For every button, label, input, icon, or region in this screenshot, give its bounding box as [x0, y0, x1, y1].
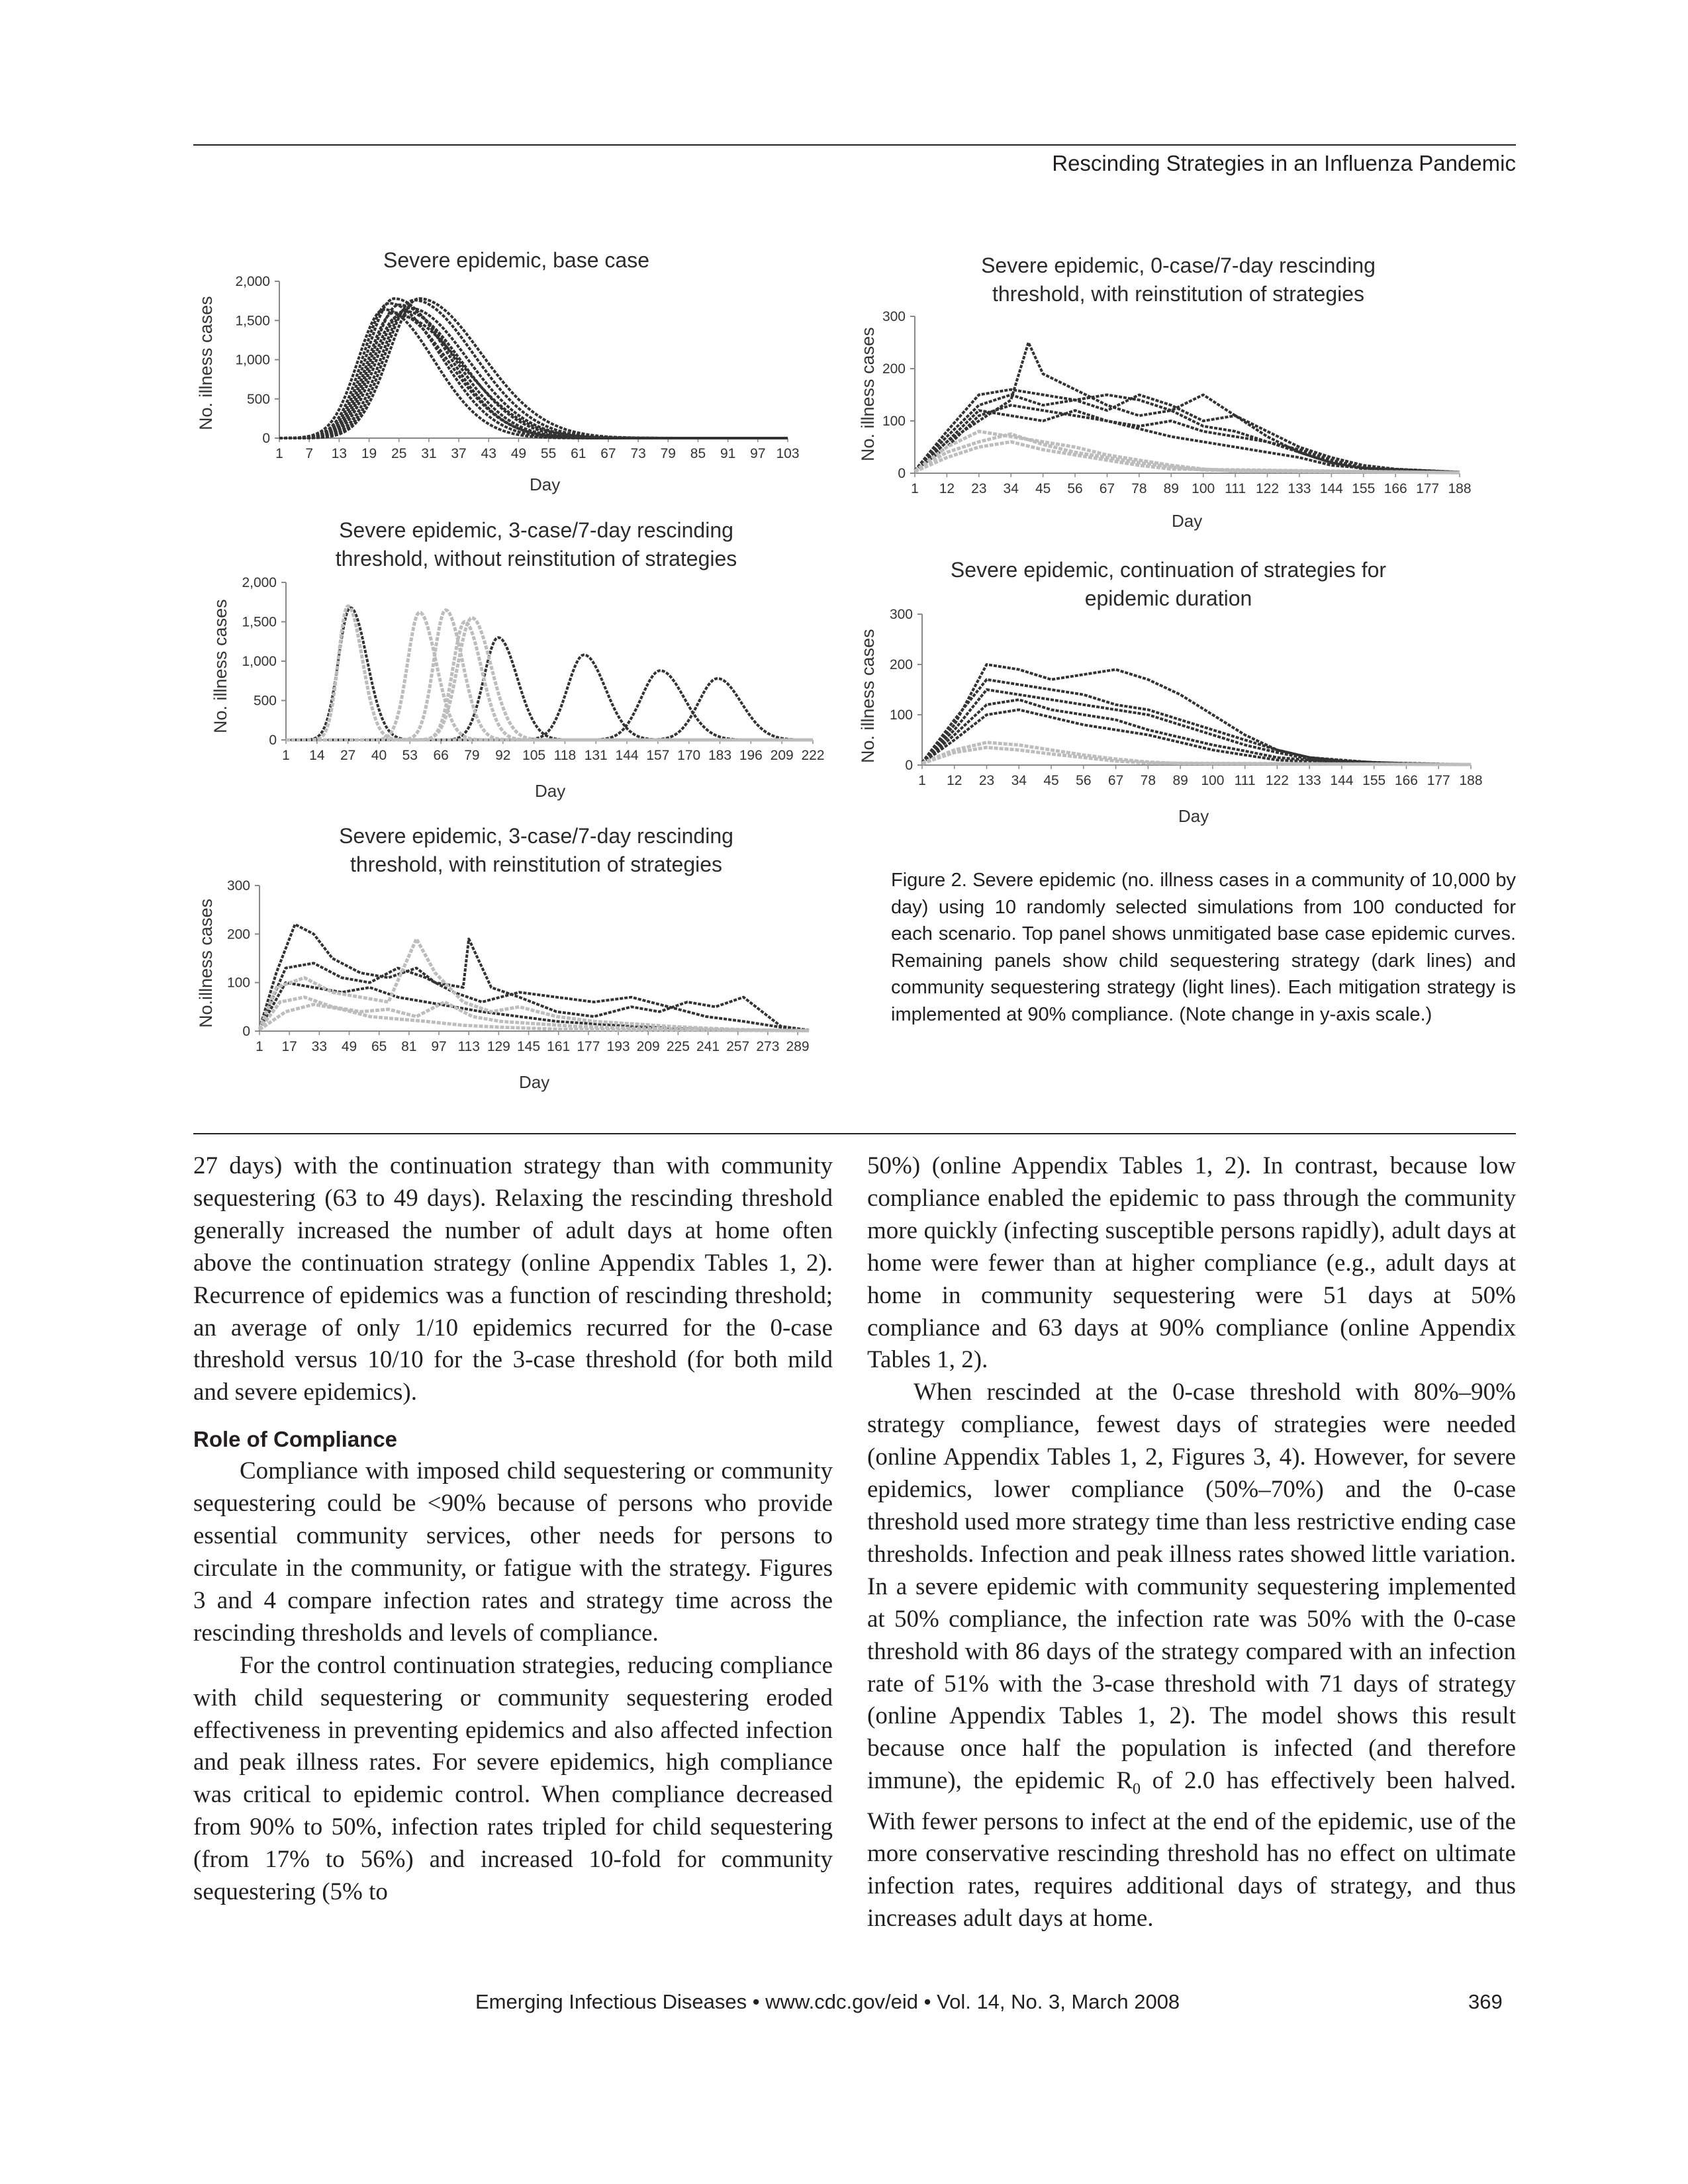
p4-ytick-label: 100: [889, 707, 913, 723]
panel-5-xlabel: Day: [519, 1072, 550, 1092]
p2-xtick-label: 122: [1256, 481, 1280, 496]
p5-xtick-label: 273: [756, 1039, 780, 1054]
p2-xtick-label: 89: [1163, 481, 1179, 496]
p5-xtick-label: 1: [256, 1039, 263, 1054]
p2-ytick-label: 300: [882, 309, 906, 324]
p3-xtick-label: 196: [739, 748, 763, 763]
footer-journal: Emerging Infectious Diseases • www.cdc.gov/eid • Vol. 14, No. 3, March 2008: [475, 1990, 1180, 2013]
p3-xtick-label: 40: [371, 748, 387, 763]
p4-xtick-label: 111: [1234, 773, 1256, 788]
section-heading: Role of Compliance: [193, 1427, 398, 1452]
p2-xtick-label: 56: [1067, 481, 1083, 496]
p2-xtick-label: 12: [939, 481, 955, 496]
left-column: [193, 1150, 833, 1909]
p2-ytick-label: 200: [882, 361, 906, 377]
p1-xtick-label: 19: [361, 446, 377, 461]
p1-xtick-label: 79: [660, 446, 676, 461]
p2-xtick-label: 133: [1288, 481, 1311, 496]
p4-ytick-label: 300: [889, 607, 913, 622]
p5-xtick-label: 65: [371, 1039, 387, 1054]
p1-ytick-label: 1,000: [235, 352, 270, 368]
p3-ytick-label: 1,000: [242, 654, 277, 669]
p1-xtick-label: 37: [451, 446, 467, 461]
p4-ytick-label: 0: [905, 758, 913, 773]
panel-1-xlabel: Day: [530, 475, 561, 494]
p3-xtick-label: 79: [464, 748, 480, 763]
p2-xtick-label: 67: [1099, 481, 1115, 496]
p2-xtick-label: 78: [1131, 481, 1147, 496]
panel-4-xlabel: Day: [1178, 806, 1209, 826]
p4-xtick-label: 155: [1362, 773, 1386, 788]
p5-ytick-label: 100: [226, 975, 250, 991]
p5-xtick-label: 193: [606, 1039, 630, 1054]
p2-xtick-label: 166: [1383, 481, 1407, 496]
p1-xtick-label: 73: [630, 446, 646, 461]
p1-xtick-label: 25: [391, 446, 407, 461]
p2-ytick-label: 0: [898, 466, 906, 481]
p1-xtick-label: 1: [275, 446, 283, 461]
p4-xtick-label: 1: [918, 773, 926, 788]
p1-xtick-label: 85: [690, 446, 706, 461]
p3-xtick-label: 118: [553, 748, 577, 763]
panel-4-ylabel: No. illness cases: [858, 629, 878, 763]
p4-xtick-label: 100: [1201, 773, 1225, 788]
panel-3-xlabel: Day: [535, 781, 566, 801]
p4-xtick-label: 45: [1043, 773, 1059, 788]
p4-xtick-label: 122: [1265, 773, 1289, 788]
p1-ytick-label: 500: [246, 391, 270, 407]
p2-xtick-label: 45: [1035, 481, 1051, 496]
panel-2-xlabel: Day: [1172, 511, 1203, 531]
p1-xtick-label: 49: [510, 446, 527, 461]
panel-3-title: Severe epidemic, 3-case/7-day rescinding threshold, without reinstitution of strategies: [335, 518, 737, 570]
p3-ytick-label: 2,000: [242, 575, 277, 590]
p4-xtick-label: 23: [978, 773, 995, 788]
right-paragraph-2-text: When rescinded at the 0-case threshold with 80%–90% strategy compliance, fewest days of strategies were needed (online Appendix Tables 1, 2, Figures 3, 4). However, for severe epidemics, lower compliance (50%–70%) and the 0-case threshold used more strategy time than less restrictive ending case thresholds. Infection and peak illness rates showed little variation. In a severe epidemic with community sequestering implemented at 50% compliance, the infection rate was 50% with the 0-case threshold with 86 days of the strategy compared with an infection rate of 51% with the 3-case threshold with 71 days of strategy (online Appendix Tables 1, 2). The model shows this result because once half the population is infected (and therefore immune), the epidemic R: [867, 1379, 1516, 1795]
p5-xtick-label: 161: [547, 1039, 571, 1054]
p2-xtick-label: 188: [1448, 481, 1472, 496]
p1-xtick-label: 55: [540, 446, 557, 461]
p3-ytick-label: 1,500: [242, 614, 277, 630]
p2-xtick-label: 100: [1192, 481, 1215, 496]
p3-xtick-label: 157: [646, 748, 670, 763]
p5-ytick-label: 200: [226, 927, 250, 942]
p3-xtick-label: 66: [433, 748, 449, 763]
panel-5-title: Severe epidemic, 3-case/7-day rescinding threshold, with reinstitution of strategies: [339, 824, 733, 876]
p5-xtick-label: 145: [517, 1039, 541, 1054]
p5-xtick-label: 129: [487, 1039, 510, 1054]
p1-xtick-label: 31: [421, 446, 437, 461]
p3-ytick-label: 500: [253, 693, 277, 709]
p3-xtick-label: 92: [495, 748, 511, 763]
p5-xtick-label: 81: [401, 1039, 417, 1054]
p1-xtick-label: 13: [331, 446, 348, 461]
p1-xtick-label: 67: [600, 446, 616, 461]
panel-4-title: Severe epidemic, continuation of strategies for epidemic duration: [950, 558, 1387, 610]
right-column: [867, 1150, 1516, 1935]
panel-2-title: Severe epidemic, 0-case/7-day rescinding threshold, with reinstitution of strategies: [981, 253, 1376, 306]
p2-xtick-label: 111: [1225, 481, 1246, 496]
figure-caption: Figure 2. Severe epidemic (no. illness cases in a community of 10,000 by day) using 10 randomly selected simulations from 100 conducted for each scenario. Top panel shows unmitigated base case epidemic curves. Remaining panels show child sequestering strategy (dark lines) and community sequestering strategy (light lines). Each mitigation strategy is implemented at 90% compliance. (Note change in y-axis scale.): [891, 870, 1516, 1025]
r0-subscript: 0: [1133, 1780, 1141, 1798]
p5-xtick-label: 257: [726, 1039, 750, 1054]
p4-xtick-label: 144: [1330, 773, 1354, 788]
p3-xtick-label: 1: [282, 748, 290, 763]
p5-series-line-4: [259, 939, 809, 1031]
left-paragraph-2: Compliance with imposed child sequestering or community sequestering could be <90% because of persons who provide essential community services, other needs for persons to circulate in the community, or fatigue with the strategy. Figures 3 and 4 compare infection rates and strategy time across the rescinding thresholds and levels of compliance.: [193, 1457, 833, 1647]
right-paragraph-1: 50%) (online Appendix Tables 1, 2). In contrast, because low compliance enabled the epidemic to pass through the community more quickly (infecting susceptible persons rapidly), adult days at home were fewer than at higher compliance (e.g., adult days at home in community sequestering were 51 days at 50% compliance and 63 days at 90% compliance (online Appendix Tables 1, 2).: [867, 1152, 1516, 1374]
p3-xtick-label: 53: [402, 748, 418, 763]
p5-ytick-label: 0: [242, 1024, 250, 1039]
p1-ytick-label: 2,000: [235, 274, 270, 289]
p3-ytick-label: 0: [269, 733, 277, 748]
p5-xtick-label: 289: [786, 1039, 810, 1054]
left-paragraph-3: For the control continuation strategies, reducing compliance with child sequestering or community sequestering eroded effectiveness in preventing epidemics and also affected infection and peak illness rates. For severe epidemics, high compliance was critical to epidemic control. When compliance decreased from 90% to 50%, infection rates tripled for child sequestering (from 17% to 56%) and increased 10-fold for community sequestering (5% to: [193, 1651, 833, 1906]
p1-ytick-label: 0: [262, 431, 270, 446]
p3-xtick-label: 27: [340, 748, 356, 763]
p3-xtick-label: 170: [677, 748, 701, 763]
panel-3-ylabel: No. illness cases: [211, 599, 230, 733]
p2-xtick-label: 1: [911, 481, 919, 496]
p5-xtick-label: 49: [341, 1039, 357, 1054]
p2-xtick-label: 34: [1003, 481, 1019, 496]
p1-ytick-label: 1,500: [235, 313, 270, 329]
p1-xtick-label: 91: [720, 446, 736, 461]
p1-xtick-label: 97: [750, 446, 766, 461]
p5-xtick-label: 33: [311, 1039, 328, 1054]
p3-xtick-label: 209: [770, 748, 794, 763]
panel-1-title: Severe epidemic, base case: [383, 248, 649, 272]
p3-xtick-label: 131: [584, 748, 608, 763]
p4-xtick-label: 67: [1107, 773, 1124, 788]
p5-series-line-2: [259, 963, 809, 1030]
p5-xtick-label: 113: [457, 1039, 480, 1054]
p1-xtick-label: 103: [776, 446, 800, 461]
p5-xtick-label: 209: [636, 1039, 660, 1054]
p1-xtick-label: 61: [571, 446, 586, 461]
figure-rule: [193, 1133, 1516, 1134]
p2-xtick-label: 144: [1319, 481, 1343, 496]
p2-xtick-label: 177: [1416, 481, 1440, 496]
right-paragraph-2: [867, 1377, 1516, 1935]
panel-1-ylabel: No. illness cases: [196, 296, 216, 430]
p1-xtick-label: 43: [481, 446, 496, 461]
p3-xtick-label: 105: [522, 748, 546, 763]
p4-xtick-label: 12: [947, 773, 962, 788]
left-paragraph-1: 27 days) with the continuation strategy than with community sequestering (63 to 49 days). Relaxing the rescinding threshold generally increased the number of adult days at home often above the continuation strategy (online Appendix Tables 1, 2). Recurrence of epidemics was a function of rescinding threshold; an average of only 1/10 epidemics recurred for the 0-case threshold versus 10/10 for the 3-case threshold (for both mild and severe epidemics).: [193, 1152, 833, 1406]
p4-ytick-label: 200: [889, 657, 913, 672]
p4-xtick-label: 188: [1459, 773, 1483, 788]
p4-xtick-label: 89: [1172, 773, 1188, 788]
p3-xtick-label: 14: [309, 748, 325, 763]
p5-ytick-label: 300: [226, 878, 250, 893]
p3-xtick-label: 183: [708, 748, 732, 763]
p4-xtick-label: 34: [1011, 773, 1027, 788]
p4-xtick-label: 177: [1427, 773, 1450, 788]
p5-xtick-label: 17: [281, 1039, 297, 1054]
p4-xtick-label: 133: [1297, 773, 1321, 788]
running-head: Rescinding Strategies in an Influenza Pandemic: [1052, 151, 1516, 175]
p4-xtick-label: 78: [1140, 773, 1156, 788]
p3-xtick-label: 144: [615, 748, 639, 763]
p1-xtick-label: 7: [305, 446, 314, 461]
panel-2-ylabel: No. illness cases: [858, 327, 878, 461]
p3-xtick-label: 222: [801, 748, 825, 763]
right-paragraph-2-tail: of 2.0 has effectively been halved. With fewer persons to infect at the end of the epidemic, use of the more conservative rescinding threshold has no effect on ultimate infection rates, requires additional days of strategy, and thus increases adult days at home.: [867, 1767, 1516, 1933]
p4-xtick-label: 56: [1076, 773, 1092, 788]
p5-xtick-label: 241: [696, 1039, 720, 1054]
p2-xtick-label: 155: [1352, 481, 1376, 496]
p2-xtick-label: 23: [971, 481, 987, 496]
p2-ytick-label: 100: [882, 414, 906, 429]
footer-page-number: 369: [1468, 1990, 1503, 2013]
p5-xtick-label: 177: [577, 1039, 600, 1054]
p5-xtick-label: 97: [431, 1039, 447, 1054]
p4-xtick-label: 166: [1394, 773, 1418, 788]
panel-5-ylabel: No.illness cases: [196, 898, 216, 1028]
p5-xtick-label: 225: [666, 1039, 690, 1054]
